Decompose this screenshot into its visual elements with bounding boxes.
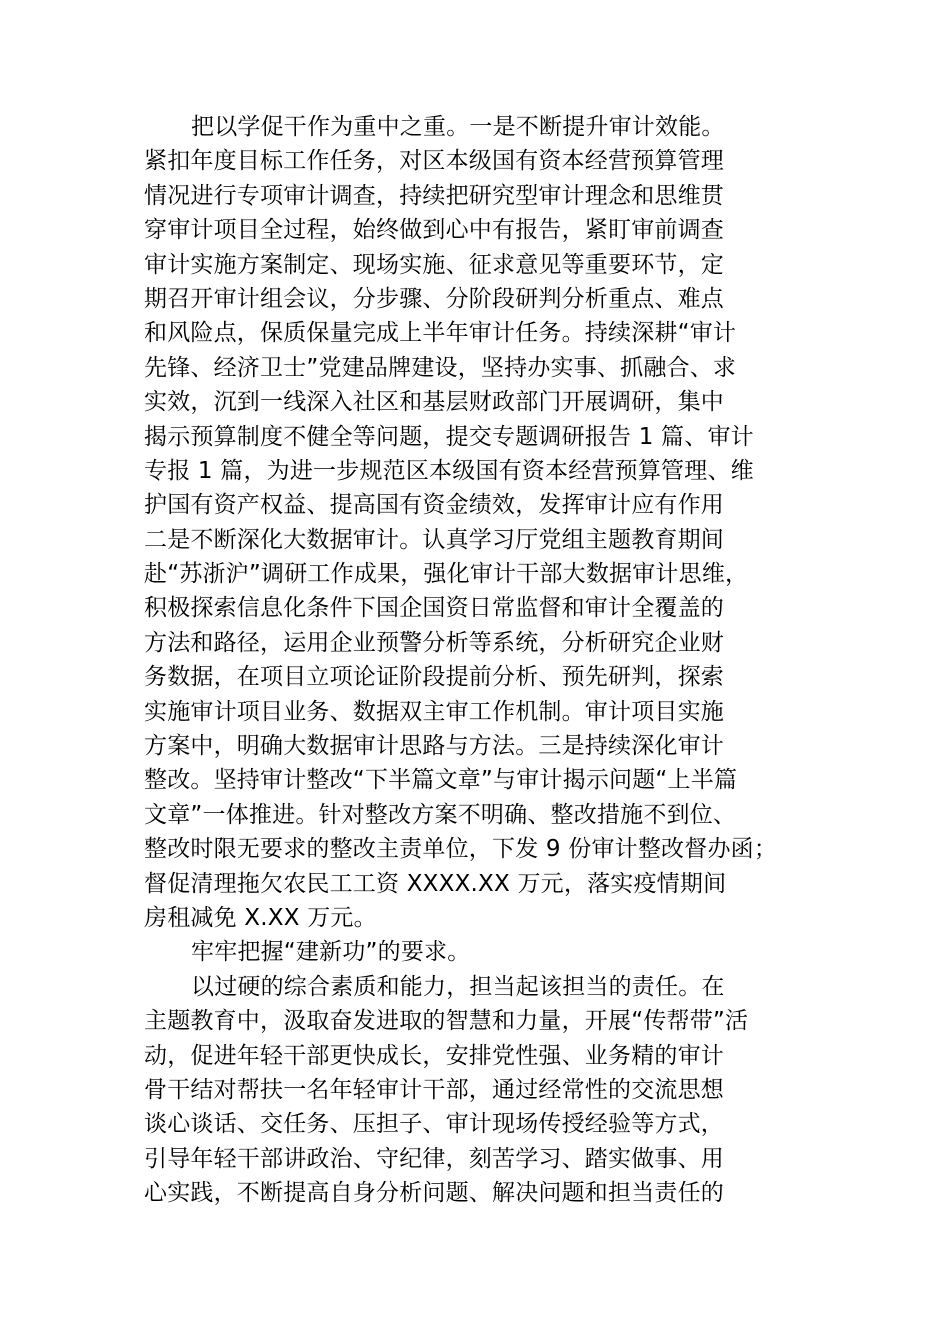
paragraph-line: 护国有资产权益、提高国有资金绩效，发挥审计应有作用 [144,492,724,519]
paragraph-line: 心实践，不断提高自身分析问题、解决问题和担当责任的 [144,1180,724,1207]
paragraph-line: 实效，沉到一线深入社区和基层财政部门开展调研，集中 [144,389,724,416]
paragraph-line: 文章”一体推进。针对整改方案不明确、整改措施不到位、 [144,801,737,828]
paragraph-line: 房租减免 X.XX 万元。 [144,904,377,931]
paragraph-line: 紧扣年度目标工作任务，对区本级国有资本经营预算管理 [144,148,724,175]
paragraph-line: 穿审计项目全过程，始终做到心中有报告，紧盯审前调查 [144,217,724,244]
paragraph-line: 赴“苏浙沪”调研工作成果，强化审计干部大数据审计思维， [144,561,749,588]
paragraph-line: 方案中，明确大数据审计思路与方法。三是持续深化审计 [144,733,724,760]
paragraph-line: 情况进行专项审计调查，持续把研究型审计理念和思维贯 [144,182,724,209]
paragraph-line: 以过硬的综合素质和能力，担当起该担当的责任。在 [191,973,725,1000]
paragraph-line: 期召开审计组会议，分步骤、分阶段研判分析重点、难点 [144,285,724,312]
paragraph-line: 整改时限无要求的整改主责单位，下发 9 份审计整改督办函； [144,836,778,863]
paragraph-line: 把以学促干作为重中之重。一是不断提升审计效能。 [191,114,725,140]
paragraph-line: 审计实施方案制定、现场实施、征求意见等重要环节，定 [144,251,724,278]
paragraph-line: 谈心谈话、交任务、压担子、审计现场传授经验等方式， [144,1111,724,1138]
paragraph-line: 专报 1 篇，为进一步规范区本级国有资本经营预算管理、维 [144,457,754,484]
paragraph-line: 揭示预算制度不健全等问题，提交专题调研报告 1 篇、审计 [144,423,754,450]
paragraph-line: 督促清理拖欠农民工工资 XXXX.XX 万元，落实疫情期间 [144,870,727,897]
body-text [144,110,810,1211]
paragraph-line: 动，促进年轻干部更快成长，安排党性强、业务精的审计 [144,1042,724,1069]
paragraph-line: 和风险点，保质保量完成上半年审计任务。持续深耕“审计 [144,320,737,347]
paragraph-line: 实施审计项目业务、数据双主审工作机制。审计项目实施 [144,698,724,725]
paragraph-line: 整改。坚持审计整改“下半篇文章”与审计揭示问题“上半篇 [144,767,738,794]
paragraph-line: 引导年轻干部讲政治、守纪律，刻苦学习、踏实做事、用 [144,1145,724,1172]
section-heading: 牢牢把握“建新功”的要求。 [191,939,471,966]
paragraph-line: 务数据，在项目立项论证阶段提前分析、预先研判，探索 [144,664,724,691]
paragraph-line: 先锋、经济卫士”党建品牌建设，坚持办实事、抓融合、求 [144,354,737,381]
paragraph-line: 主题教育中，汲取奋发进取的智慧和力量，开展“传帮带”活 [144,1008,749,1035]
paragraph-line: 积极探索信息化条件下国企国资日常监督和审计全覆盖的 [144,595,724,622]
paragraph-line: 骨干结对帮扶一名年轻审计干部，通过经常性的交流思想 [144,1076,724,1103]
paragraph-line: 二是不断深化大数据审计。认真学习厅党组主题教育期间 [144,526,724,553]
paragraph-line: 方法和路径，运用企业预警分析等系统，分析研究企业财 [144,629,724,656]
